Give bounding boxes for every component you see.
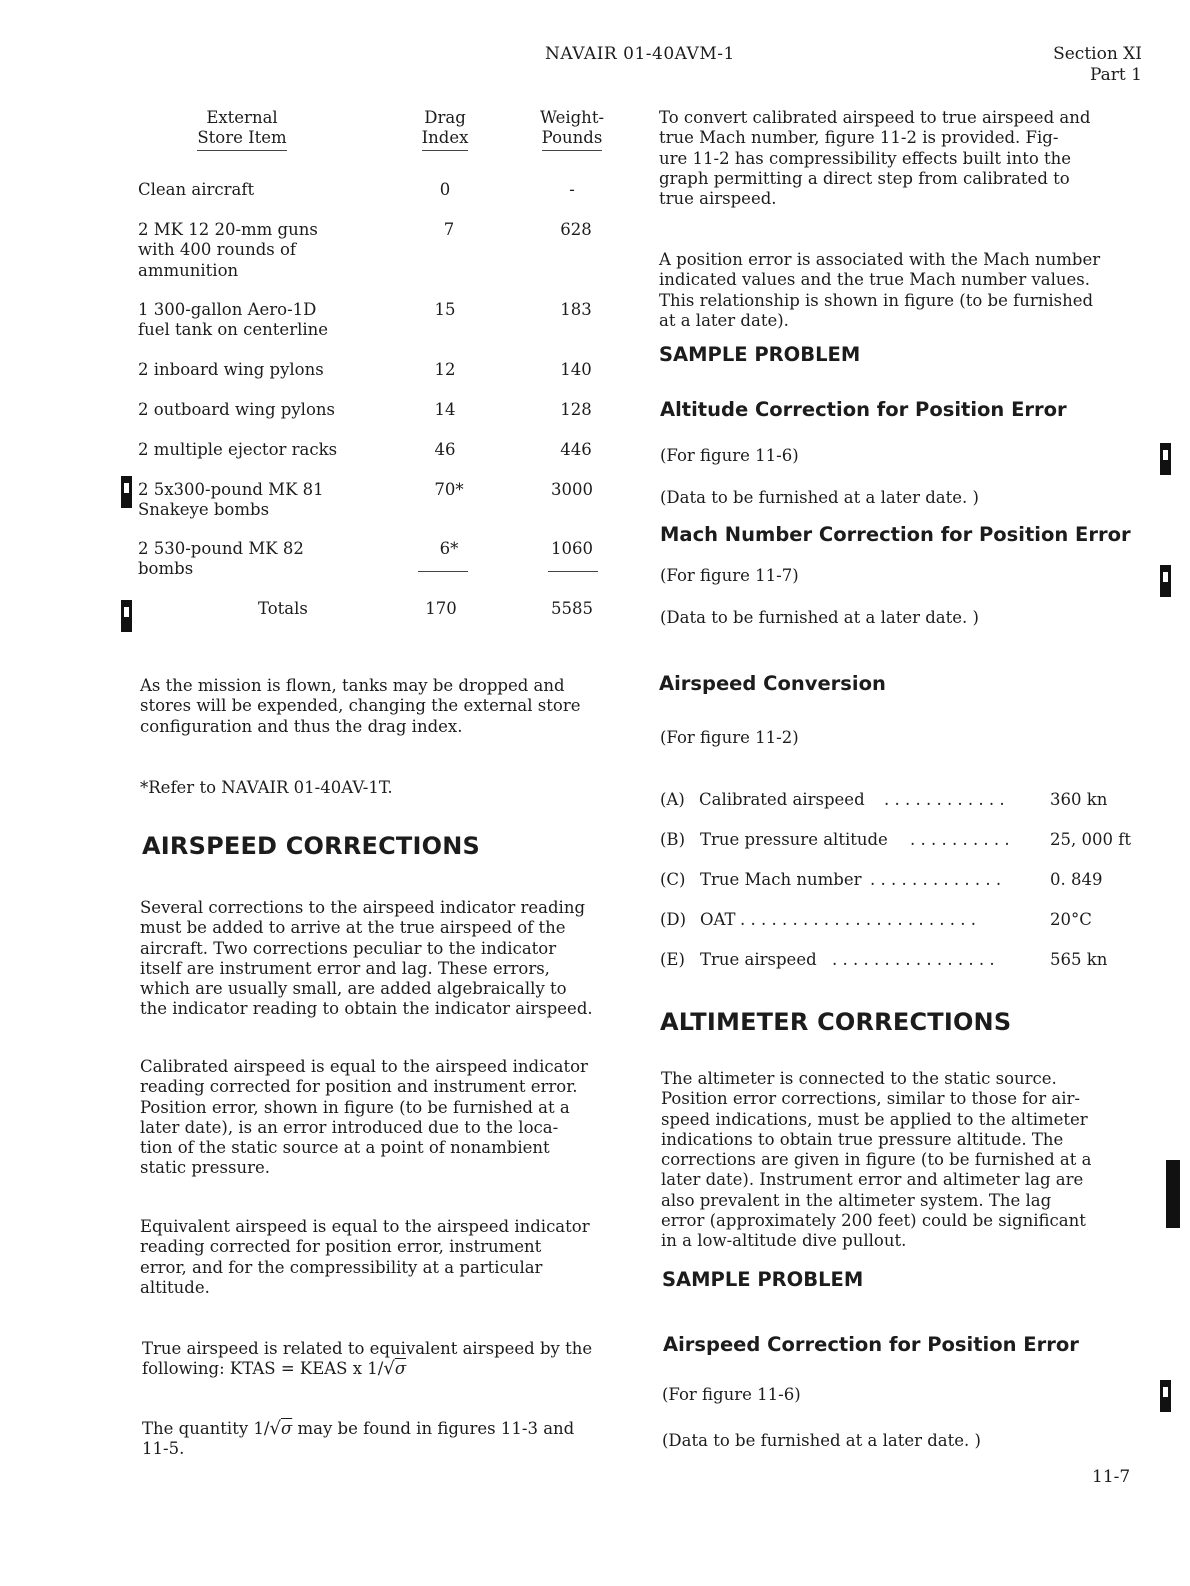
conv-leader-dots: . . . . . . . . . . (910, 830, 1010, 849)
calibrated-airspeed-paragraph: Calibrated airspeed is equal to the airspeed indicator reading corrected for position and instrument error. Position error, shown in figure (to be furnished at a later date), is an error introduced due to the loca- tion of the static source at a point of nonambient static pressure. (140, 1057, 588, 1178)
row-item: 2 outboard wing pylons (138, 400, 335, 419)
conv-label: True Mach number (700, 870, 862, 889)
mach-data-note: (Data to be furnished at a later date. ) (660, 608, 979, 627)
row-weight: 3000 (551, 480, 593, 499)
header-item-line1: External (206, 108, 278, 127)
section-label: Section XI (1053, 44, 1142, 64)
change-mark-icon (121, 600, 132, 632)
true-airspeed-paragraph (142, 1339, 622, 1380)
row-item: 1 300-gallon Aero-1D fuel tank on centerline (138, 300, 329, 340)
row-drag: 0 (439, 180, 451, 199)
row-item: 2 MK 12 20-mm guns with 400 rounds of ammunition (138, 220, 318, 280)
row-drag: 15 (434, 300, 456, 319)
airspeed-correction-heading: Airspeed Correction for Position Error (663, 1333, 1079, 1356)
change-mark-icon (1160, 1380, 1171, 1412)
conversion-figure-ref: (For figure 11-2) (660, 728, 799, 747)
conv-letter: (A) (660, 790, 685, 809)
weight-total-rule (548, 571, 598, 572)
row-item: Clean aircraft (138, 180, 255, 199)
conversion-list (660, 790, 1140, 980)
sample-problem-heading-2: SAMPLE PROBLEM (662, 1268, 864, 1291)
mach-figure-ref: (For figure 11-7) (660, 566, 799, 585)
quantity-line1 (142, 1419, 622, 1439)
conv-label: True airspeed (700, 950, 817, 969)
totals-weight: 5585 (551, 599, 593, 618)
conv-value: 360 kn (1050, 790, 1108, 809)
sample-problem-heading: SAMPLE PROBLEM (659, 343, 861, 366)
airspeed-corrections-heading: AIRSPEED CORRECTIONS (142, 832, 480, 860)
true-airspeed-formula (142, 1359, 622, 1379)
change-mark-icon (1160, 565, 1171, 597)
airspeed-data-note: (Data to be furnished at a later date. ) (662, 1431, 981, 1450)
row-weight: 1060 (551, 539, 593, 558)
conv-value: 25, 000 ft (1050, 830, 1131, 849)
conv-leader-dots: . . . . . . . . . . . . . . . . . . . . . . . (740, 910, 977, 929)
sigma-symbol: σ (280, 1419, 293, 1438)
position-error-paragraph: A position error is associated with the Mach number indicated values and the true Mach number values. This relationship is shown in figure (to be furnished at a later date). (659, 250, 1101, 330)
row-drag: 7 (443, 220, 455, 239)
airspeed-figure-ref: (For figure 11-6) (662, 1385, 801, 1404)
sqrt-radical-icon: √ (383, 1358, 395, 1380)
conv-leader-dots: . . . . . . . . . . . . . (870, 870, 1002, 889)
conv-leader-dots: . . . . . . . . . . . . (884, 790, 1005, 809)
conv-letter: (E) (660, 950, 685, 969)
row-drag: 6* (439, 539, 459, 558)
change-bar (1166, 1160, 1180, 1228)
altitude-data-note: (Data to be furnished at a later date. ) (660, 488, 979, 507)
row-item: 2 inboard wing pylons (138, 360, 324, 379)
row-drag: 46 (434, 440, 456, 459)
conv-letter: (C) (660, 870, 686, 889)
totals-drag: 170 (425, 599, 457, 618)
header-weight-line2: Pounds (542, 128, 603, 150)
sqrt-radical-icon: √ (269, 1418, 281, 1439)
header-weight-line1: Weight- (539, 108, 605, 127)
footnote: *Refer to NAVAIR 01-40AV-1T. (140, 778, 393, 797)
corrections-paragraph: Several corrections to the airspeed indicator reading must be added to arrive at the true airspeed of the aircraft. Two corrections peculiar to the indicator itself are instrument error and lag. These errors, which are usually small, are added algebraically to the indicator reading to obtain the indicator airspeed. (140, 898, 593, 1019)
row-drag: 12 (434, 360, 456, 379)
conv-value: 20°C (1050, 910, 1092, 929)
airspeed-conversion-heading: Airspeed Conversion (659, 672, 886, 695)
page-number: 11-7 (1092, 1467, 1131, 1487)
conv-label: True pressure altitude (700, 830, 888, 849)
totals-label: Totals (258, 599, 308, 618)
external-store-table (138, 108, 618, 638)
conv-letter: (D) (660, 910, 687, 929)
row-weight: 446 (560, 440, 592, 459)
part-label: Part 1 (1090, 65, 1142, 85)
mach-correction-heading: Mach Number Correction for Position Error (660, 523, 1131, 546)
row-weight: 628 (560, 220, 592, 239)
row-weight: 140 (560, 360, 592, 379)
altitude-correction-heading: Altitude Correction for Position Error (660, 398, 1067, 421)
conv-value: 0. 849 (1050, 870, 1103, 889)
quantity-paragraph (142, 1419, 622, 1460)
header-item-line2: Store Item (197, 128, 286, 150)
quantity-line2: 11-5. (142, 1439, 185, 1459)
formula-text: following: KTAS = KEAS x 1/ (142, 1359, 384, 1379)
row-item: 2 5x300-pound MK 81 Snakeye bombs (138, 480, 324, 520)
conv-label: OAT (700, 910, 736, 929)
row-drag: 14 (434, 400, 456, 419)
altitude-figure-ref: (For figure 11-6) (660, 446, 799, 465)
altimeter-corrections-heading: ALTIMETER CORRECTIONS (660, 1008, 1012, 1036)
mission-paragraph: As the mission is flown, tanks may be dropped and stores will be expended, changing the external store configuration and thus the drag index. (140, 676, 581, 736)
header-drag (410, 108, 480, 151)
change-mark-icon (1160, 443, 1171, 475)
header-drag-line1: Drag (424, 108, 466, 127)
row-weight: 183 (560, 300, 592, 319)
header-item (182, 108, 302, 151)
document-number: NAVAIR 01-40AVM-1 (545, 44, 735, 64)
change-mark-icon (121, 476, 132, 508)
convert-paragraph: To convert calibrated airspeed to true airspeed and true Mach number, figure 11-2 is provided. Fig- ure 11-2 has compressibility effects built into the graph permitting a direct step from calibrated to true airspeed. (659, 108, 1091, 209)
row-item: 2 530-pound MK 82 bombs (138, 539, 304, 579)
header-weight (532, 108, 612, 151)
quantity-suffix: may be found in figures 11-3 and (292, 1419, 575, 1438)
quantity-prefix: The quantity 1/ (142, 1419, 270, 1438)
row-weight: 128 (560, 400, 592, 419)
sigma-symbol: σ (394, 1359, 407, 1379)
conv-value: 565 kn (1050, 950, 1108, 969)
equivalent-airspeed-paragraph: Equivalent airspeed is equal to the airspeed indicator reading corrected for position error, instrument error, and for the compressibility at a particular altitude. (140, 1217, 590, 1297)
conv-letter: (B) (660, 830, 685, 849)
header-drag-line2: Index (422, 128, 469, 150)
true-airspeed-line1: True airspeed is related to equivalent airspeed by the (142, 1339, 593, 1358)
conv-leader-dots: . . . . . . . . . . . . . . . . (832, 950, 995, 969)
row-weight: - (569, 180, 575, 199)
drag-total-rule (418, 571, 468, 572)
row-item: 2 multiple ejector racks (138, 440, 338, 459)
conv-label: Calibrated airspeed (699, 790, 865, 809)
row-drag: 70* (434, 480, 464, 499)
altimeter-paragraph: The altimeter is connected to the static source. Position error corrections, similar to those for air- speed indications, must be applied to the altimeter indications to obtain true pressure altitude. The corrections are given in figure (to be furnished at a later date). Instrument error and altimeter lag are also prevalent in the altimeter system. The lag error (approximately 200 feet) could be significant in a low-altitude dive pullout. (661, 1069, 1092, 1251)
